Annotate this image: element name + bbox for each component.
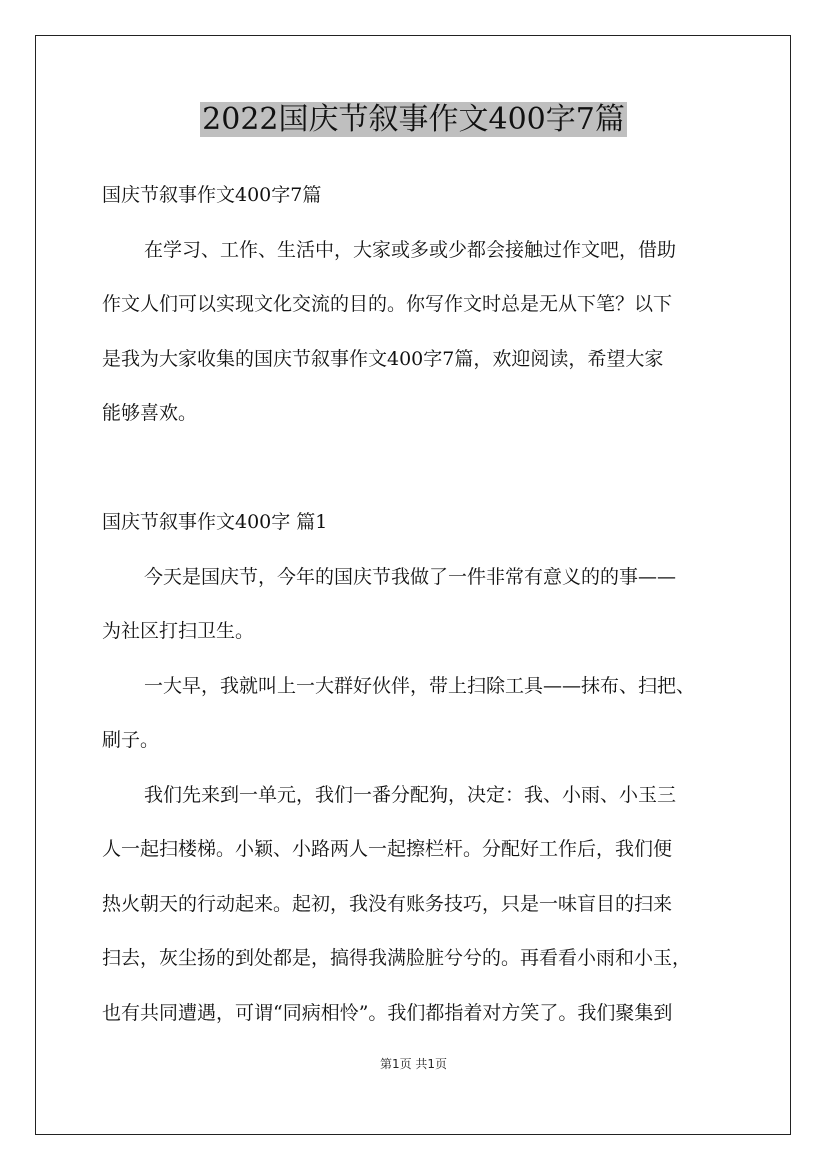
blank-line: [102, 441, 732, 496]
paragraph-line: 今天是国庆节，今年的国庆节我做了一件非常有意义的的事——: [144, 565, 677, 588]
paragraph-line: 一大早，我就叫上一大群好伙伴，带上扫除工具——抹布、扫把、: [144, 674, 696, 697]
intro-paragraph-line: 是我为大家收集的国庆节叙事作文400字7篇，欢迎阅读，希望大家: [102, 347, 664, 370]
paragraph-line: 刷子。: [102, 729, 160, 751]
paragraph-line: 人一起扫楼梯。小颖、小路两人一起擦栏杆。分配好工作后，我们便: [102, 838, 673, 860]
paragraph-line: 我们先来到一单元，我们一番分配狗，决定：我、小雨、小玉三: [144, 783, 677, 806]
paragraph-line: 为社区打扫卫生。: [102, 620, 255, 642]
intro-paragraph-line: 作文人们可以实现文化交流的目的。你写作文时总是无从下笔？以下: [102, 293, 673, 315]
intro-paragraph-line: 在学习、工作、生活中，大家或多或少都会接触过作文吧，借助: [144, 238, 677, 261]
page-footer: 第1页 共1页: [379, 1057, 448, 1071]
section-heading: 国庆节叙事作文400字 篇1: [102, 511, 328, 533]
document-body: [102, 168, 732, 1040]
subtitle-line: 国庆节叙事作文400字7篇: [102, 184, 322, 206]
paragraph-line: 热火朝天的行动起来。起初，我没有账务技巧，只是一味盲目的扫来: [102, 892, 673, 915]
paragraph-line: 扫去，灰尘扬的到处都是，搞得我满脸脏兮兮的。再看看小雨和小玉，: [102, 947, 692, 969]
document-title: 2022国庆节叙事作文400字7篇: [202, 102, 625, 137]
intro-paragraph-line: 能够喜欢。: [102, 402, 198, 424]
paragraph-line: 也有共同遭遇，可谓“同病相怜”。我们都指着对方笑了。我们聚集到: [102, 1001, 673, 1024]
